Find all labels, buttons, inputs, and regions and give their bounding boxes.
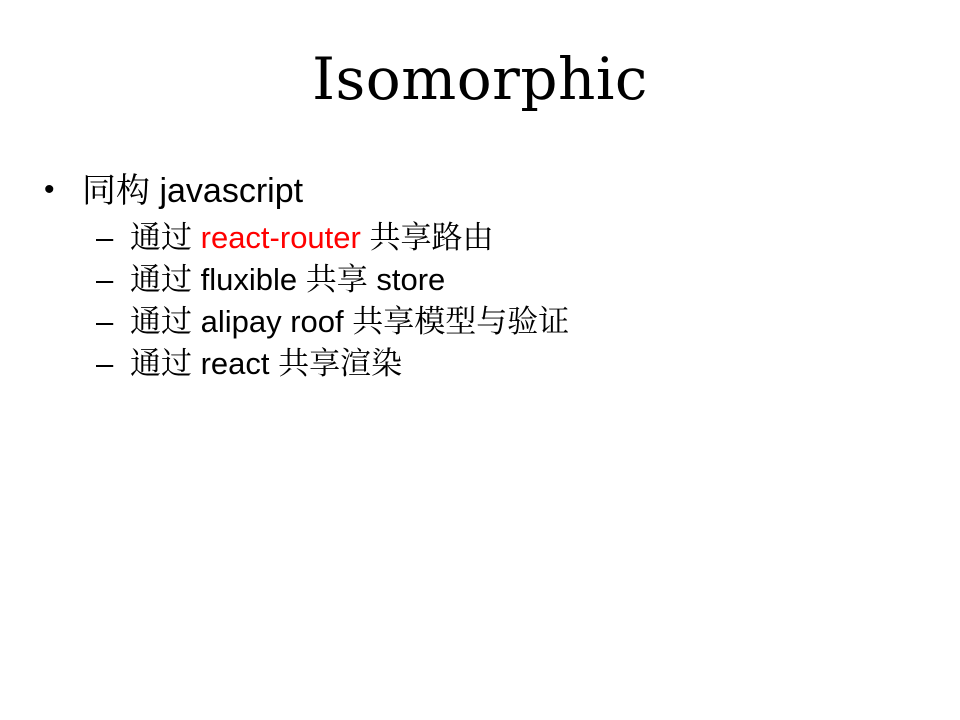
dash-marker: – — [96, 261, 114, 297]
bullet-marker: • — [44, 173, 55, 206]
list-item-segment: 通过 react 共享渲染 — [130, 346, 403, 382]
dash-marker: – — [96, 219, 114, 255]
list-item-segment: 同构 javascript — [82, 172, 304, 210]
list-item-text — [82, 170, 924, 214]
dash-marker: – — [96, 304, 114, 340]
list-item-segment: 共享路由 — [360, 219, 494, 255]
list-item — [96, 302, 924, 342]
list-item-highlight: react-router — [200, 219, 361, 255]
list-item-text — [130, 302, 924, 342]
list-item-text — [130, 260, 924, 300]
slide-body — [44, 170, 924, 387]
list-item-segment: 通过 fluxible 共享 store — [130, 261, 446, 297]
dash-marker: – — [96, 346, 114, 382]
page-title: Isomorphic — [312, 45, 648, 113]
list-item — [96, 344, 924, 384]
list-item-segment: 通过 — [130, 219, 201, 255]
list-item — [96, 260, 924, 300]
list-item-segment: 通过 alipay roof 共享模型与验证 — [130, 304, 570, 340]
list-item-text — [130, 344, 924, 384]
list-item — [44, 170, 924, 214]
list-item-text — [130, 218, 924, 258]
list-item — [96, 218, 924, 258]
